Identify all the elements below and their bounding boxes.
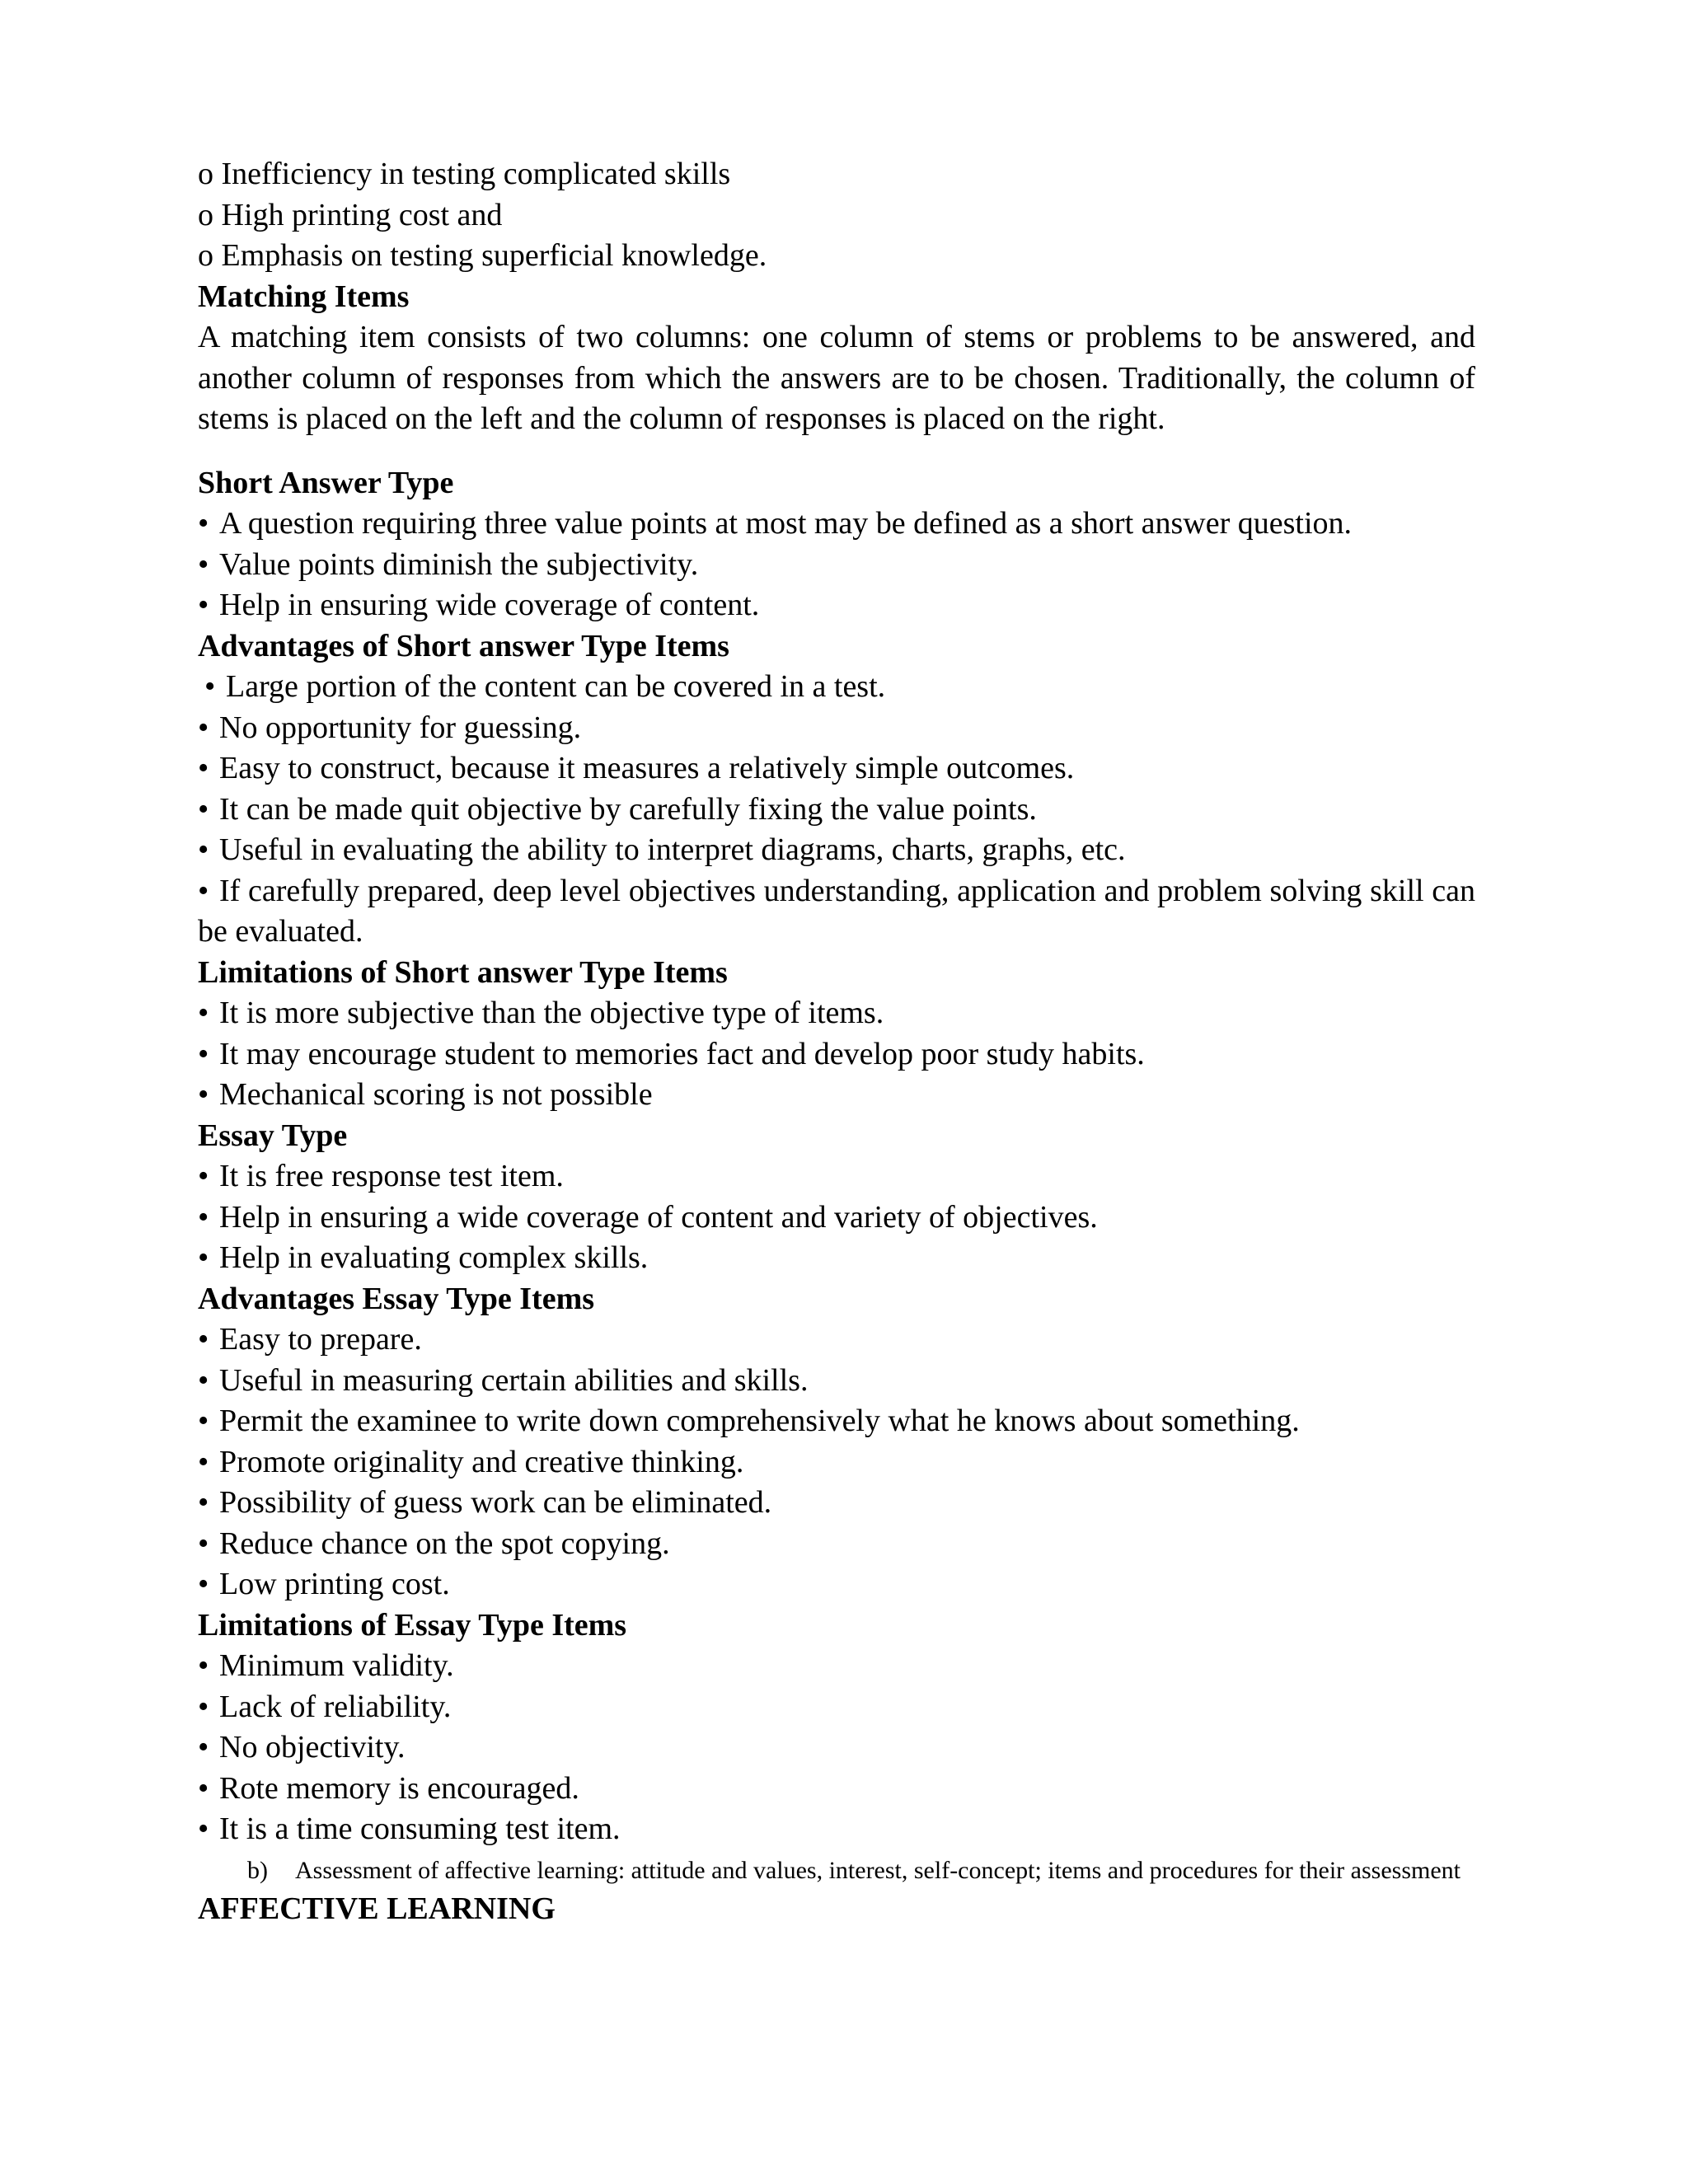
- subsection-label: b): [247, 1856, 268, 1884]
- list-item: • Rote memory is encouraged.: [198, 1769, 1475, 1810]
- list-item: • Large portion of the content can be covered in a test.: [198, 667, 1475, 708]
- list-marker: o: [198, 238, 213, 273]
- bullet-marker: •: [198, 1811, 209, 1846]
- bullet-marker: •: [198, 1689, 209, 1724]
- intro-list-item: o Inefficiency in testing complicated skills: [198, 157, 731, 191]
- bullet-marker: •: [198, 751, 209, 785]
- bullet-marker: •: [198, 1567, 209, 1601]
- section-heading-short-limitations: Limitations of Short answer Type Items: [198, 954, 728, 990]
- list-marker: o: [198, 197, 213, 232]
- list-item: • A question requiring three value points at most may be defined as a short answer question.: [198, 504, 1475, 545]
- list-item: • Minimum validity.: [198, 1646, 1475, 1687]
- bullet-marker: •: [198, 1362, 209, 1398]
- list-item: • Help in ensuring wide coverage of content.: [198, 585, 1475, 626]
- list-item: • It may encourage student to memories fact and develop poor study habits.: [198, 1034, 1475, 1076]
- list-item: • No objectivity.: [198, 1727, 1475, 1769]
- list-item: • Useful in evaluating the ability to interpret diagrams, charts, graphs, etc.: [198, 830, 1475, 871]
- list-item: • If carefully prepared, deep level objectives understanding, application and problem solving skill can be evaluated.: [198, 871, 1475, 953]
- list-item: • Mechanical scoring is not possible: [198, 1075, 1475, 1116]
- list-item: • Possibility of guess work can be eliminated.: [198, 1483, 1475, 1524]
- matching-paragraph: A matching item consists of two columns: one column of stems or problems to be answered, and another column of responses from which the answers are to be chosen. Traditionally, the column of stems is placed on the left and the column of responses is placed on the right.: [198, 320, 1475, 436]
- list-item: • No opportunity for guessing.: [198, 708, 1475, 749]
- list-item: • It is more subjective than the objective type of items.: [198, 993, 1475, 1034]
- section-heading-essay: Essay Type: [198, 1118, 348, 1153]
- list-item: • Value points diminish the subjectivity.: [198, 545, 1475, 586]
- bullet-marker: •: [198, 1240, 209, 1275]
- bullet-marker: •: [198, 791, 209, 827]
- bullet-marker: •: [198, 1770, 209, 1806]
- list-item: • Lack of reliability.: [198, 1687, 1475, 1728]
- list-item: • Help in evaluating complex skills.: [198, 1238, 1475, 1279]
- list-item: • Easy to prepare.: [198, 1319, 1475, 1361]
- section-heading-essay-limitations: Limitations of Essay Type Items: [198, 1607, 627, 1643]
- bullet-marker: •: [198, 1648, 209, 1683]
- list-item: • Help in ensuring a wide coverage of content and variety of objectives.: [198, 1197, 1475, 1239]
- section-heading-essay-advantages: Advantages Essay Type Items: [198, 1281, 595, 1316]
- document-page: [198, 154, 1475, 1929]
- bullet-marker: •: [198, 588, 209, 622]
- list-item: • Reduce chance on the spot copying.: [198, 1524, 1475, 1565]
- subsection-b: [198, 1855, 1475, 1886]
- bullet-marker: •: [198, 832, 209, 867]
- section-heading-affective-learning: AFFECTIVE LEARNING: [198, 1891, 556, 1926]
- section-heading-short-advantages: Advantages of Short answer Type Items: [198, 628, 729, 663]
- list-item: • Permit the examinee to write down comprehensively what he knows about something.: [198, 1401, 1475, 1442]
- subsection-text: Assessment of affective learning: attitude and values, interest, self-concept; items and procedures for their assessment: [295, 1856, 1461, 1884]
- bullet-marker: •: [198, 1526, 209, 1561]
- bullet-marker: •: [198, 1159, 209, 1193]
- intro-list-item: o Emphasis on testing superficial knowledge.: [198, 238, 767, 273]
- intro-list-item: o High printing cost and: [198, 197, 503, 232]
- list-item: • Useful in measuring certain abilities and skills.: [198, 1361, 1475, 1402]
- list-item: • It is a time consuming test item.: [198, 1809, 1475, 1850]
- bullet-marker: •: [198, 873, 209, 908]
- section-heading-short-answer: Short Answer Type: [198, 465, 454, 500]
- bullet-marker: •: [198, 996, 209, 1030]
- bullet-marker: •: [198, 546, 209, 582]
- bullet-marker: •: [198, 1322, 209, 1357]
- list-item: • Promote originality and creative thinking.: [198, 1442, 1475, 1483]
- bullet-marker: •: [198, 1077, 209, 1112]
- list-item: • It can be made quit objective by carefully fixing the value points.: [198, 790, 1475, 831]
- bullet-marker: •: [198, 710, 209, 745]
- section-heading-matching: Matching Items: [198, 279, 410, 314]
- bullet-marker: •: [198, 1199, 209, 1235]
- bullet-marker: •: [198, 1404, 209, 1438]
- list-item: • It is free response test item.: [198, 1156, 1475, 1197]
- list-item: • Easy to construct, because it measures a relatively simple outcomes.: [198, 748, 1475, 790]
- list-item: • Low printing cost.: [198, 1564, 1475, 1605]
- bullet-marker: •: [204, 669, 216, 704]
- paragraph-gap: [198, 440, 1475, 463]
- list-marker: o: [198, 157, 213, 191]
- bullet-marker: •: [198, 1036, 209, 1071]
- bullet-marker: •: [198, 506, 209, 541]
- bullet-marker: •: [198, 1730, 209, 1765]
- bullet-marker: •: [198, 1485, 209, 1520]
- bullet-marker: •: [198, 1444, 209, 1479]
